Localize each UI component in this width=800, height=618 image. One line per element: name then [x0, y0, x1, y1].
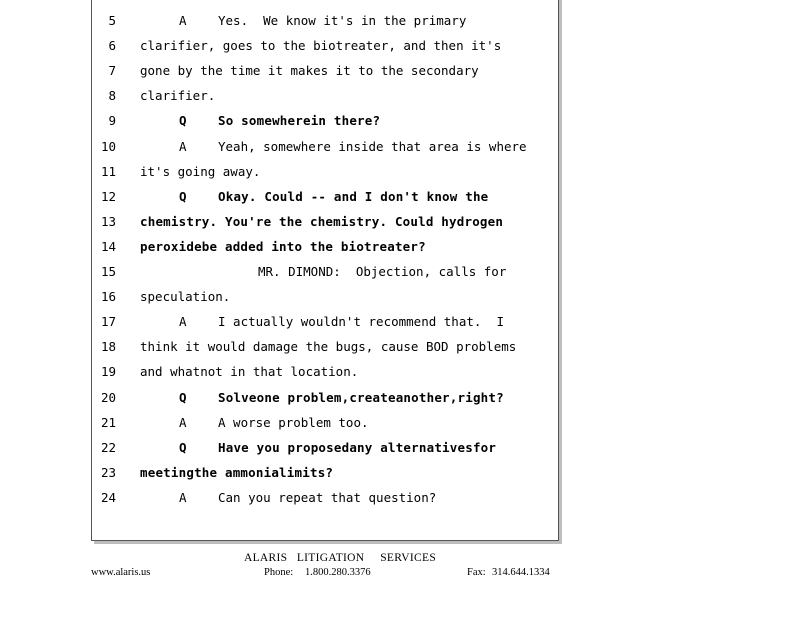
- line-text: it's going away.: [140, 163, 261, 179]
- transcript-line: [92, 488, 560, 508]
- line-text: I actually wouldn't recommend that. I: [218, 314, 504, 330]
- transcript-line: [92, 463, 560, 483]
- transcript-line: [92, 262, 560, 282]
- question-marker: Q: [179, 188, 187, 204]
- line-number: 5: [108, 13, 116, 28]
- answer-text: [140, 86, 215, 106]
- line-number: 6: [108, 38, 116, 54]
- footer-fax-label: Fax:: [467, 567, 486, 578]
- line-number: 18: [100, 339, 116, 355]
- question-text: [179, 388, 504, 408]
- transcript-line: [92, 287, 560, 307]
- line-text: Solveone problem,createanother,right?: [218, 389, 504, 405]
- answer-text: [140, 362, 358, 382]
- line-text: meetingthe ammonialimits?: [140, 464, 334, 480]
- footer-website[interactable]: www.alaris.us: [91, 567, 151, 578]
- answer-text: [179, 137, 527, 157]
- answer-marker: A: [179, 138, 187, 154]
- question-marker: Q: [179, 389, 187, 405]
- line-number: 9: [108, 113, 116, 129]
- transcript-line: [92, 388, 560, 408]
- answer-text: [179, 11, 466, 31]
- line-text: peroxidebe added into the biotreater?: [140, 238, 426, 254]
- line-text: Yeah, somewhere inside that area is where: [218, 138, 527, 154]
- answer-text: [140, 61, 479, 81]
- line-text: speculation.: [140, 289, 231, 305]
- footer-fax: 314.644.1334: [492, 567, 550, 578]
- line-number: 12: [100, 188, 116, 204]
- transcript-line: [92, 162, 560, 182]
- answer-text: [258, 262, 506, 282]
- answer-text: [179, 413, 369, 433]
- answer-marker: A: [179, 13, 187, 28]
- transcript-line: [92, 312, 560, 332]
- transcript-line: [92, 187, 560, 207]
- answer-text: [179, 488, 436, 508]
- answer-marker: A: [179, 414, 187, 430]
- line-number: 7: [108, 63, 116, 79]
- line-number: 21: [100, 414, 116, 430]
- line-text: and whatnot in that location.: [140, 364, 359, 380]
- transcript-line: [92, 11, 560, 31]
- answer-marker: A: [179, 489, 187, 505]
- line-number: 17: [100, 314, 116, 330]
- line-text: gone by the time it makes it to the secondary: [140, 63, 479, 79]
- footer-phone-label: Phone:: [264, 567, 294, 578]
- question-text: [140, 212, 503, 232]
- line-text: Can you repeat that question?: [218, 489, 437, 505]
- answer-text: [140, 287, 230, 307]
- cut-off-line: [92, 0, 560, 1]
- question-marker: Q: [179, 439, 187, 455]
- answer-text: [140, 36, 501, 56]
- transcript-line: [92, 237, 560, 257]
- transcript-line: [92, 137, 560, 157]
- line-number: 24: [100, 489, 116, 505]
- transcript-line: [92, 111, 560, 131]
- transcript-line: [92, 86, 560, 106]
- question-text: [140, 463, 333, 483]
- transcript-line: [92, 61, 560, 81]
- line-text: Yes. We know it's in the primary: [218, 13, 467, 28]
- transcript-line: [92, 438, 560, 458]
- line-number: 10: [100, 138, 116, 154]
- question-text: [179, 187, 488, 207]
- line-text: clarifier.: [140, 88, 216, 104]
- footer-company: ALARIS LITIGATION SERVICES: [244, 552, 437, 564]
- transcript-line: [92, 212, 560, 232]
- line-text: clarifier, goes to the biotreater, and then it's: [140, 38, 502, 54]
- line-number: 23: [100, 464, 116, 480]
- line-number: 8: [108, 88, 116, 104]
- question-text: [140, 237, 426, 257]
- line-text: A worse problem too.: [218, 414, 369, 430]
- line-number: 19: [100, 364, 116, 380]
- transcript-page: [91, 0, 559, 541]
- answer-text: [140, 162, 260, 182]
- line-number: 15: [100, 264, 116, 279]
- answer-text: [140, 337, 516, 357]
- line-number: 22: [100, 439, 116, 455]
- answer-text: [179, 312, 504, 332]
- transcript-line: [92, 337, 560, 357]
- line-text: So somewherein there?: [218, 113, 381, 129]
- line-text: MR. DIMOND: Objection, calls for: [258, 264, 507, 279]
- line-text: Okay. Could -- and I don't know the: [218, 188, 489, 204]
- answer-marker: A: [179, 314, 187, 330]
- question-text: [179, 111, 380, 131]
- line-text: chemistry. You're the chemistry. Could hydrogen: [140, 213, 504, 229]
- line-number: 20: [100, 389, 116, 405]
- line-number: 16: [100, 289, 116, 305]
- question-text: [179, 438, 496, 458]
- transcript-line: [92, 362, 560, 382]
- footer-phone: 1.800.280.3376: [305, 567, 371, 578]
- question-marker: Q: [179, 113, 187, 129]
- line-text: think it would damage the bugs, cause BOD problems: [140, 339, 517, 355]
- transcript-line: [92, 36, 560, 56]
- line-number: 11: [100, 163, 116, 179]
- line-number: 14: [100, 238, 116, 254]
- line-number: 13: [100, 213, 116, 229]
- transcript-line: [92, 413, 560, 433]
- line-text: Have you proposedany alternativesfor: [218, 439, 497, 455]
